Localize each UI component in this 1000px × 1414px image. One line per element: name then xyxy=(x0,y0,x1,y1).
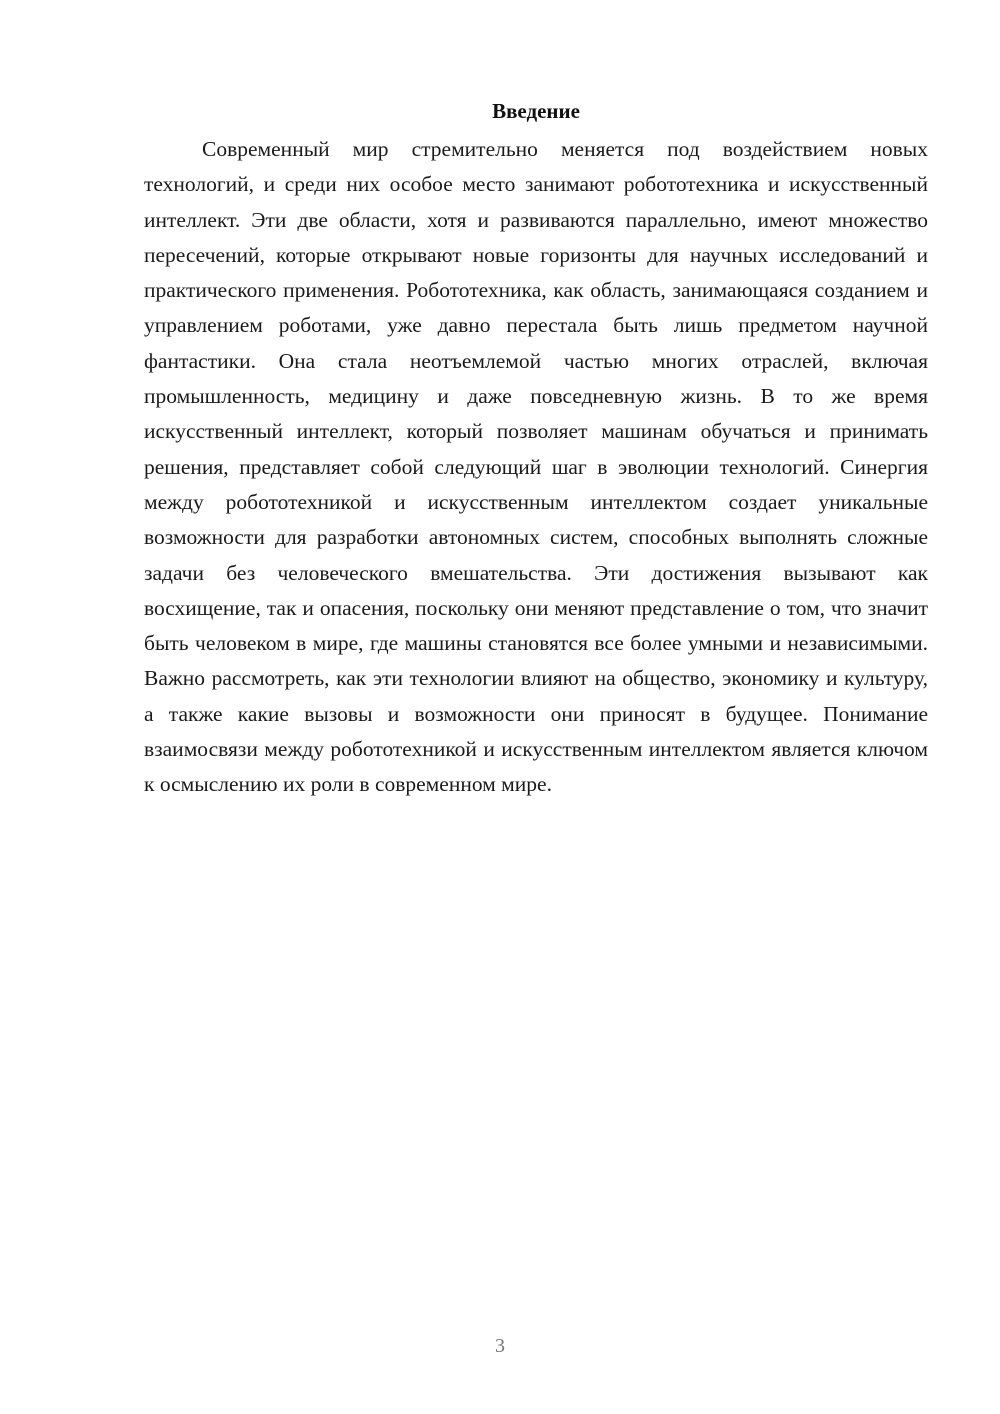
section-heading: Введение xyxy=(492,99,580,123)
introduction-paragraph: Современный мир стремительно меняется под воздействием новых технологий, и среди них особое место занимают робототехника и искусственный интеллект. Эти две области, хотя и развиваются параллельно, имеют множество пересечений, которые открывают новые горизонты для научных исследований и практического применения. Робототехника, как область, занимающаяся созданием и управлением роботами, уже давно перестала быть лишь предметом научной фантастики. Она стала неотъемлемой частью многих отраслей, включая промышленность, медицину и даже повседневную жизнь. В то же время искусственный интеллект, который позволяет машинам обучаться и принимать решения, представляет собой следующий шаг в эволюции технологий. Синергия между робототехникой и искусственным интеллектом создает уникальные возможности для разработки автономных систем, способных выполнять сложные задачи без человеческого вмешательства. Эти достижения вызывают как восхищение, так и опасения, поскольку они меняют представление о том, что значит быть человеком в мире, где машины становятся все более умными и независимыми. Важно рассмотреть, как эти технологии влияют на общество, экономику и культуру, а также какие вызовы и возможности они приносят в будущее. Понимание взаимосвязи между робототехникой и искусственным интеллектом является ключом к осмыслению их роли в современном мире. xyxy=(144,137,928,797)
page-content xyxy=(144,96,928,803)
page-number: 3 xyxy=(495,1335,505,1357)
